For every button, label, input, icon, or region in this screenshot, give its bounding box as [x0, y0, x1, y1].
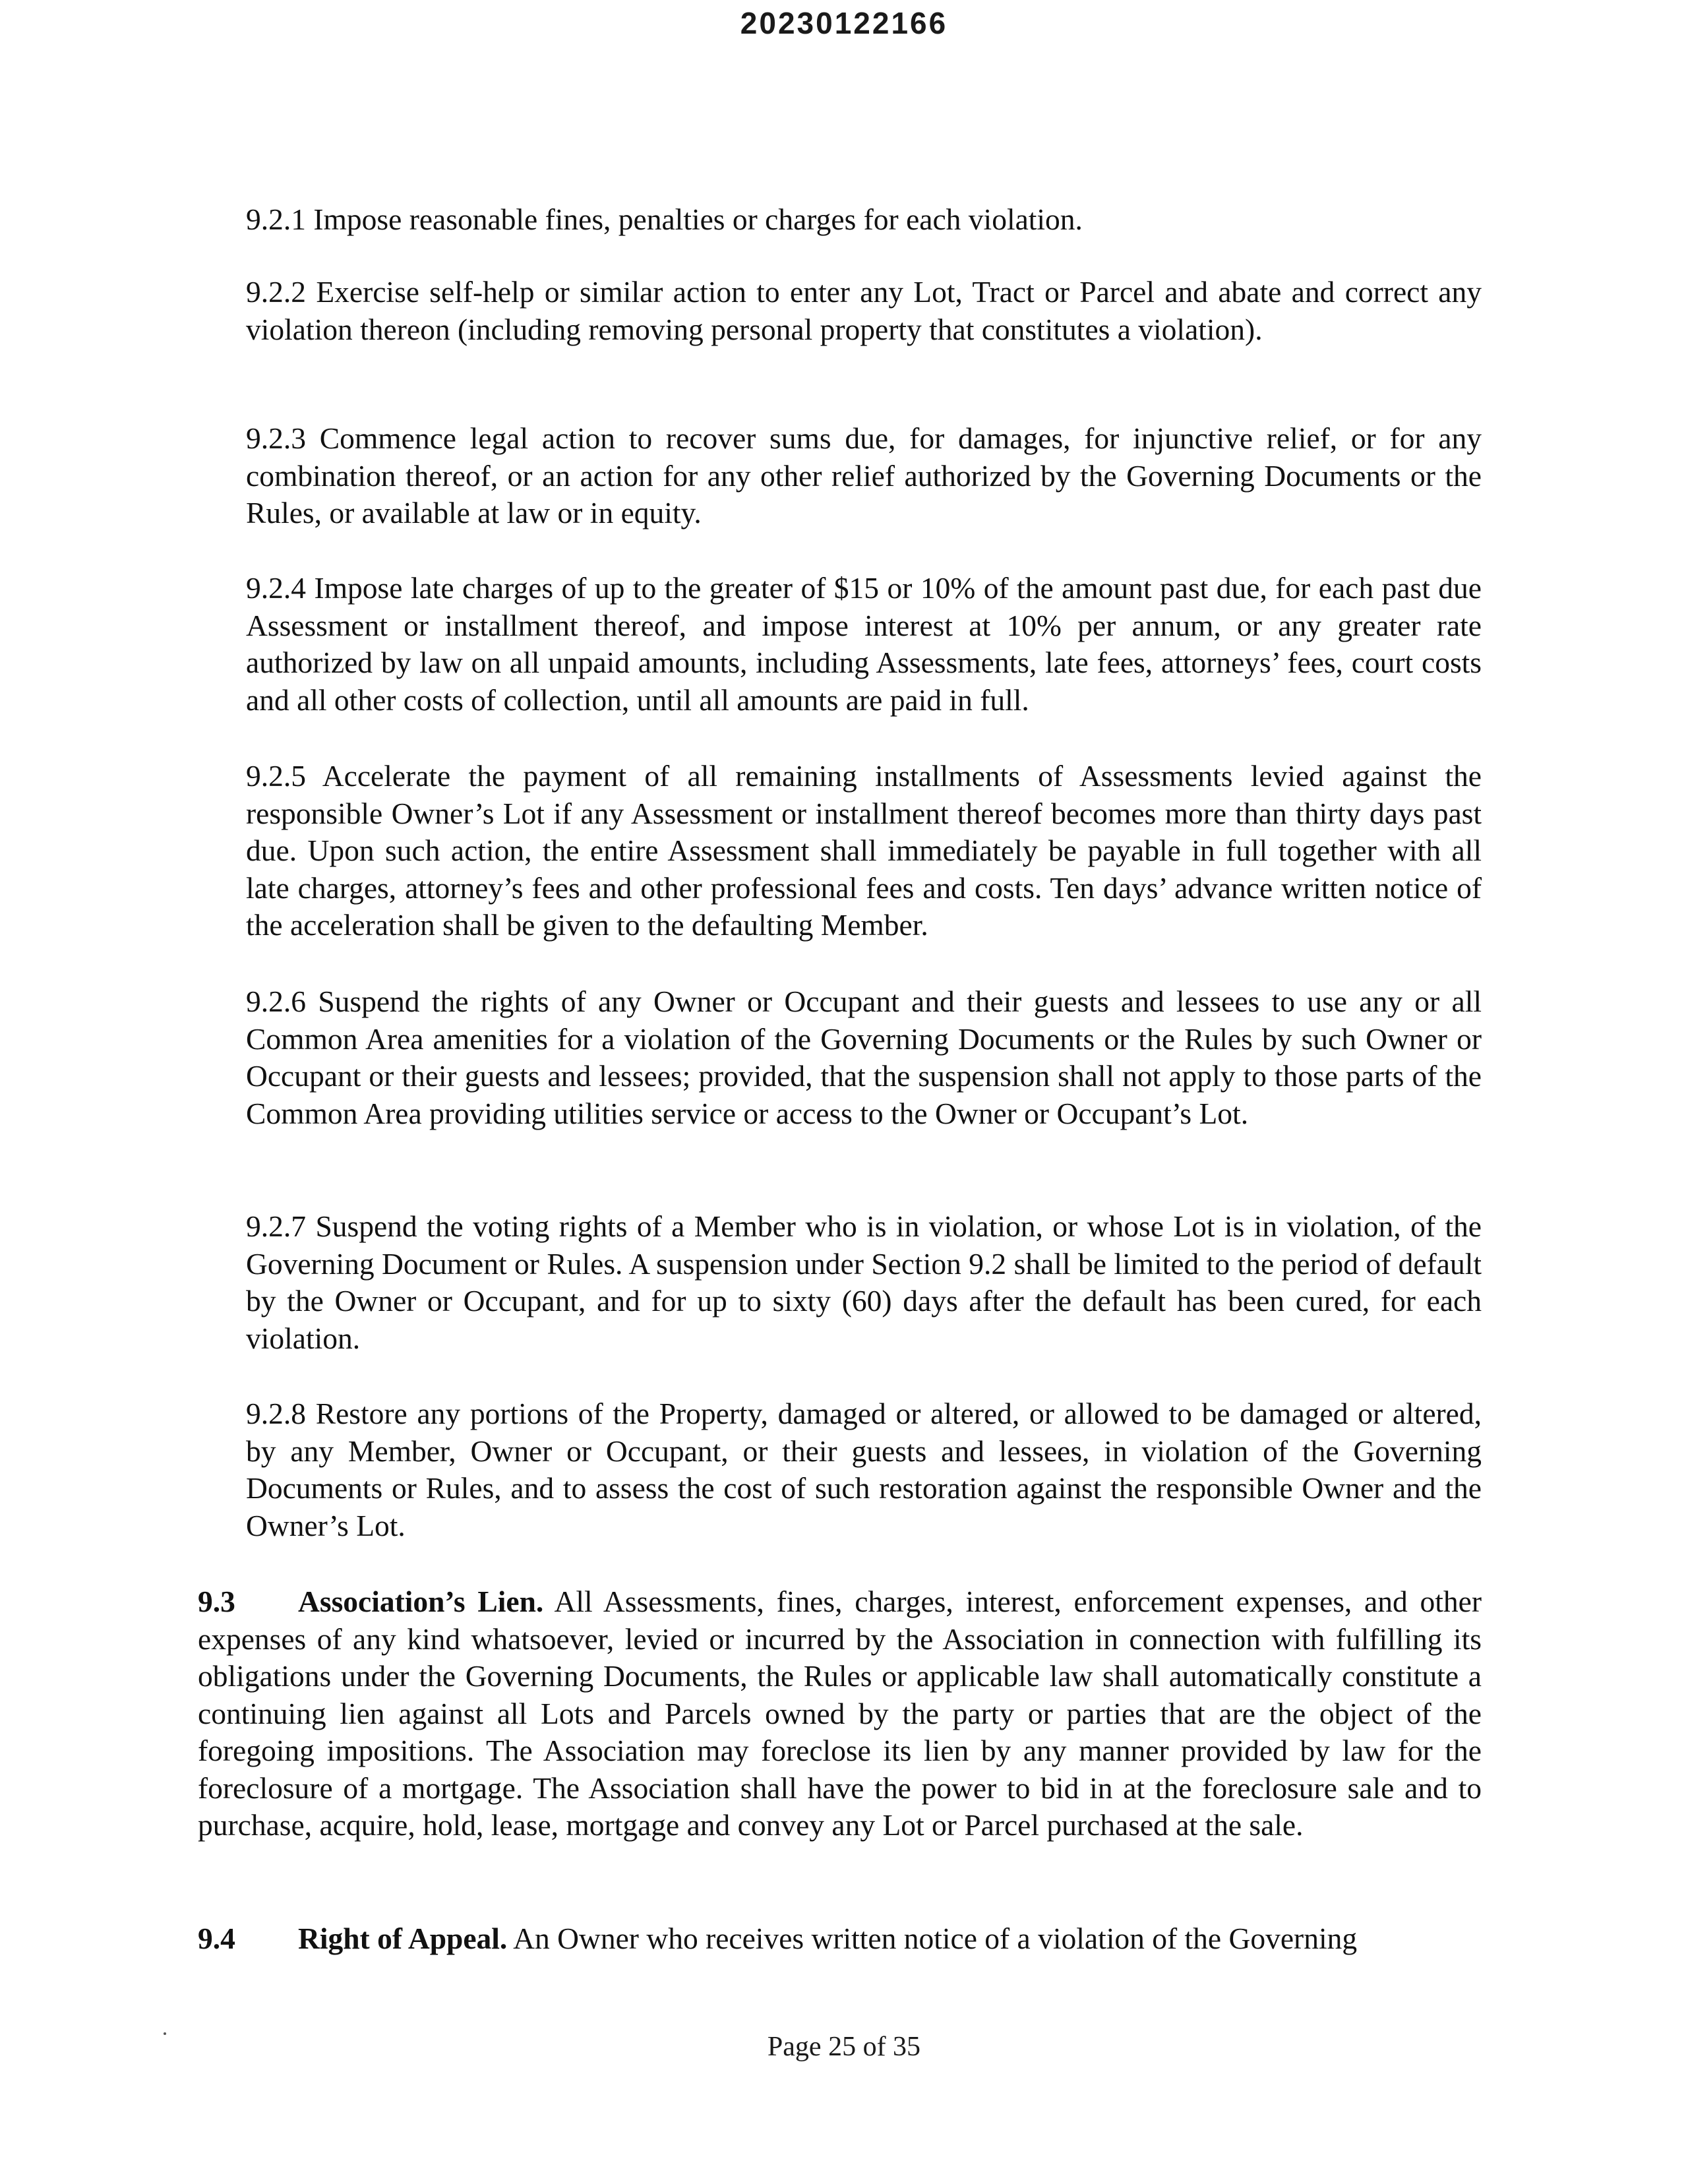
subsection-number: 9.2.5: [246, 759, 306, 793]
section-text: All Assessments, fines, charges, interest, enforcement expenses, and other expenses of any kind whatsoever, levied or incurred by the Association in connection with fulfilling its obligations under the Governing Documents, the Rules or applicable law shall automatically constitute a continuing lien against all Lots and Parcels owned by the party or parties that are the object of the foregoing impositions. The Association may foreclose its lien by any manner provided by law for the foreclosure of a mortgage. The Association shall have the power to bid in at the foreclosure sale and to purchase, acquire, hold, lease, mortgage and convey any Lot or Parcel purchased at the sale.: [198, 1585, 1482, 1842]
subsection-number: 9.2.1: [246, 202, 306, 236]
section-title: Right of Appeal.: [298, 1922, 508, 1955]
section-text: An Owner who receives written notice of a violation of the Governing: [513, 1922, 1358, 1955]
subsection-text: Suspend the rights of any Owner or Occupant and their guests and lessees to use any or all Common Area amenities for a violation of the Governing Documents or the Rules by such Owner or Occupant or their guests and lessees; provided, that the suspension shall not apply to those parts of the Common Area providing utilities service or access to the Owner or Occupant’s Lot.: [246, 985, 1482, 1130]
section-number: 9.4: [198, 1922, 235, 1955]
section-9-3: [198, 1583, 1482, 1844]
subsection-number: 9.2.6: [246, 985, 306, 1018]
section-9-4: [198, 1920, 1482, 1958]
subsection-number: 9.2.4: [246, 571, 306, 605]
subsection-9-2-1: [246, 201, 1482, 239]
subsection-number: 9.2.7: [246, 1209, 306, 1243]
subsection-9-2-4: [246, 570, 1482, 719]
section-title: Association’s Lien.: [298, 1585, 544, 1618]
subsection-9-2-8: [246, 1395, 1482, 1544]
recording-number: 20230122166: [740, 6, 948, 40]
section-number: 9.3: [198, 1585, 235, 1618]
subsection-text: Commence legal action to recover sums due, for damages, for injunctive relief, or for any combination thereof, or an action for any other relief authorized by the Governing Documents or the Rules, or available at law or in equity.: [246, 421, 1482, 530]
subsection-text: Impose late charges of up to the greater of $15 or 10% of the amount past due, for each past due Assessment or installment thereof, and impose interest at 10% per annum, or any greater rate authorized by law on all unpaid amounts, including Assessments, late fees, attorneys’ fees, court costs and all other costs of collection, until all amounts are paid in full.: [246, 571, 1482, 717]
subsection-9-2-2: [246, 274, 1482, 348]
subsection-text: Restore any portions of the Property, damaged or altered, or allowed to be damaged or altered, by any Member, Owner or Occupant, or their guests and lessees, in violation of the Governing Documents or Rules, and to assess the cost of such restoration against the responsible Owner and the Owner’s Lot.: [246, 1397, 1482, 1542]
subsection-text: Exercise self-help or similar action to enter any Lot, Tract or Parcel and abate and correct any violation thereon (including removing personal property that constitutes a violation).: [246, 275, 1482, 346]
subsection-number: 9.2.2: [246, 275, 306, 309]
subsection-text: Accelerate the payment of all remaining installments of Assessments levied against the responsible Owner’s Lot if any Assessment or installment thereof becomes more than thirty days past due. Upon such action, the entire Assessment shall immediately be payable in full together with all late charges, attorney’s fees and other professional fees and costs. Ten days’ advance written notice of the acceleration shall be given to the defaulting Member.: [246, 759, 1482, 942]
subsection-9-2-5: [246, 758, 1482, 944]
page-number: Page 25 of 35: [767, 2032, 921, 2062]
subsection-text: Impose reasonable fines, penalties or charges for each violation.: [313, 202, 1083, 236]
subsection-9-2-6: [246, 983, 1482, 1132]
subsection-9-2-3: [246, 420, 1482, 532]
subsection-number: 9.2.8: [246, 1397, 306, 1430]
subsection-number: 9.2.3: [246, 421, 306, 455]
subsection-text: Suspend the voting rights of a Member who is in violation, or whose Lot is in violation, of the Governing Document or Rules. A suspension under Section 9.2 shall be limited to the period of default by the Owner or Occupant, and for up to sixty (60) days after the default has been cured, for each violation.: [246, 1209, 1482, 1355]
subsection-9-2-7: [246, 1208, 1482, 1357]
